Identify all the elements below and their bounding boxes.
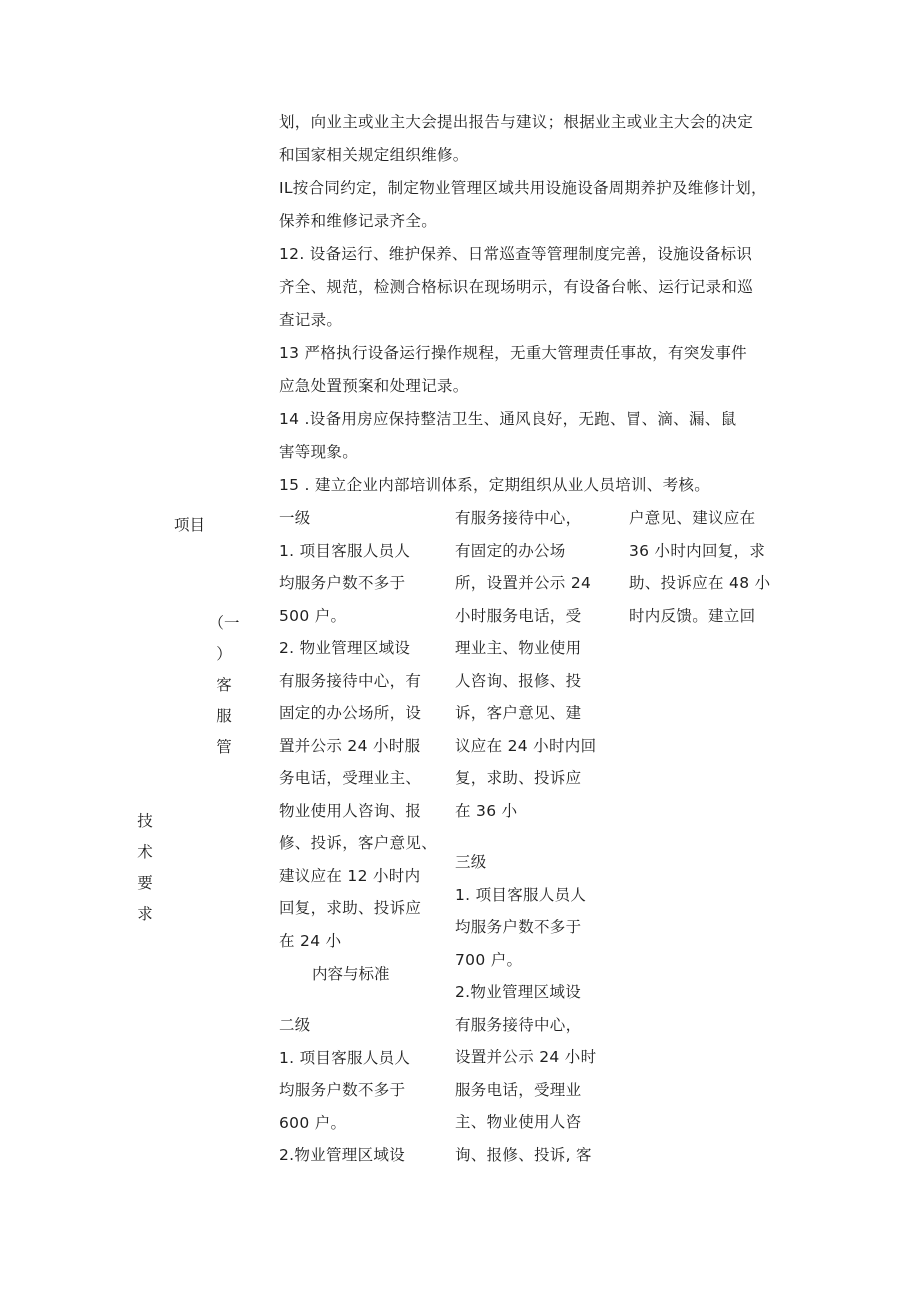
text-line: 诉，客户意见、建 bbox=[455, 704, 582, 722]
tech-label-char: 要 bbox=[137, 874, 153, 892]
text-line: 物业使用人咨询、报 bbox=[279, 801, 422, 820]
text-line: 齐全、规范，检测合格标识在现场明示，有设备台帐、运行记录和巡 bbox=[279, 278, 754, 296]
text-line: 议应在 24 小时内回 bbox=[455, 736, 597, 755]
text-line: 36 小时内回复，求 bbox=[629, 541, 766, 560]
level-heading: 二级 bbox=[279, 1016, 311, 1034]
text-line: 置并公示 24 小时服 bbox=[279, 736, 421, 755]
tech-requirements-label bbox=[132, 806, 158, 930]
text-line: 服务电话，受理业 bbox=[455, 1080, 582, 1099]
text-line: 主、物业使用人咨 bbox=[455, 1113, 582, 1131]
text-line: 均服务户数不多于 bbox=[455, 918, 582, 936]
text-line: 有固定的办公场 bbox=[455, 541, 566, 560]
text-line: 时内反馈。建立回 bbox=[629, 606, 756, 625]
paragraph-12 bbox=[279, 238, 789, 337]
text-line: 询、报修、投诉, 客 bbox=[455, 1145, 592, 1164]
text-line: 2. 物业管理区域设 bbox=[279, 639, 411, 657]
text-line: 应急处置预案和处理记录。 bbox=[279, 377, 469, 395]
project-label: 项目 bbox=[174, 516, 206, 534]
text-line: 修、投诉，客户意见、 bbox=[279, 834, 438, 852]
tech-label-char: 求 bbox=[137, 905, 153, 923]
column-3 bbox=[629, 502, 770, 632]
text-line: 和国家相关规定组织维修。 bbox=[279, 146, 469, 164]
paragraph-13 bbox=[279, 337, 789, 403]
level-heading: 三级 bbox=[455, 853, 487, 871]
text-line: 务电话，受理业主、 bbox=[279, 769, 422, 787]
text-line: 人咨询、报修、投 bbox=[455, 671, 582, 690]
text-line: 害等现象。 bbox=[279, 443, 359, 461]
text-line: 有服务接待中心， bbox=[455, 1015, 582, 1034]
text-line: 1. 项目客服人员人 bbox=[279, 1048, 411, 1067]
text-line: 600 户。 bbox=[279, 1113, 347, 1132]
section-label-char: 客 bbox=[216, 676, 232, 694]
text-line: 所，设置并公示 24 bbox=[455, 574, 592, 592]
text-line: 2.物业管理区域设 bbox=[455, 983, 581, 1001]
text-line: 14 .设备用房应保持整洁卫生、通风良好，无跑、冒、滴、漏、鼠 bbox=[279, 410, 737, 428]
text-line: 在 24 小 bbox=[279, 931, 342, 950]
text-line: 保养和维修记录齐全。 bbox=[279, 212, 438, 230]
text-line: 在 36 小 bbox=[455, 801, 518, 820]
content-standard-label: 内容与标准 bbox=[312, 965, 390, 983]
section-label-char: ） bbox=[216, 645, 232, 663]
tech-label-char: 技 bbox=[137, 812, 153, 830]
text-line: 500 户。 bbox=[279, 606, 347, 625]
text-line: 有服务接待中心，有 bbox=[279, 671, 422, 690]
level-heading: 一级 bbox=[279, 509, 311, 527]
text-line: 设置并公示 24 小时 bbox=[455, 1048, 597, 1066]
tech-label-char: 术 bbox=[137, 843, 153, 861]
text-line: 12. 设备运行、维护保养、日常巡查等管理制度完善，设施设备标识 bbox=[279, 245, 753, 263]
section-label-char: （一 bbox=[208, 614, 240, 632]
section-label-char: 服 bbox=[216, 707, 232, 725]
column-2-level-3 bbox=[455, 846, 596, 1171]
section-label bbox=[208, 608, 240, 763]
text-line: 固定的办公场所，设 bbox=[279, 704, 422, 722]
text-line: 复，求助、投诉应 bbox=[455, 769, 582, 787]
text-line: 2.物业管理区域设 bbox=[279, 1146, 405, 1164]
text-line: 均服务户数不多于 bbox=[279, 1081, 406, 1099]
text-line: IL按合同约定，制定物业管理区域共用设施设备周期养护及维修计划， bbox=[279, 179, 767, 197]
text-line: 查记录。 bbox=[279, 311, 343, 329]
text-line: 理业主、物业使用 bbox=[455, 639, 582, 657]
paragraph-11 bbox=[279, 172, 789, 238]
text-line: 建议应在 12 小时内 bbox=[279, 866, 421, 885]
text-line: 1. 项目客服人员人 bbox=[455, 885, 587, 904]
column-1-level-1 bbox=[279, 502, 437, 957]
paragraph-10 bbox=[279, 106, 789, 172]
column-1-level-2 bbox=[279, 1009, 410, 1172]
text-line: 700 户。 bbox=[455, 950, 523, 969]
text-line: 划，向业主或业主大会提出报告与建议；根据业主或业主大会的决定 bbox=[279, 113, 754, 131]
text-line: 15 . 建立企业内部培训体系，定期组织从业人员培训、考核。 bbox=[279, 476, 711, 494]
text-line: 小时服务电话，受 bbox=[455, 606, 582, 625]
section-label-char: 管 bbox=[216, 738, 232, 756]
text-line: 有服务接待中心， bbox=[455, 509, 582, 527]
text-line: 回复，求助、投诉应 bbox=[279, 899, 422, 917]
paragraph-15 bbox=[279, 469, 789, 502]
text-line: 助、投诉应在 48 小 bbox=[629, 574, 771, 592]
text-line: 户意见、建议应在 bbox=[629, 509, 756, 527]
paragraph-14 bbox=[279, 403, 789, 469]
text-line: 13 严格执行设备运行操作规程，无重大管理责任事故，有突发事件 bbox=[279, 344, 747, 362]
column-2-top bbox=[455, 502, 596, 827]
text-line: 1. 项目客服人员人 bbox=[279, 541, 411, 560]
text-line: 均服务户数不多于 bbox=[279, 574, 406, 592]
